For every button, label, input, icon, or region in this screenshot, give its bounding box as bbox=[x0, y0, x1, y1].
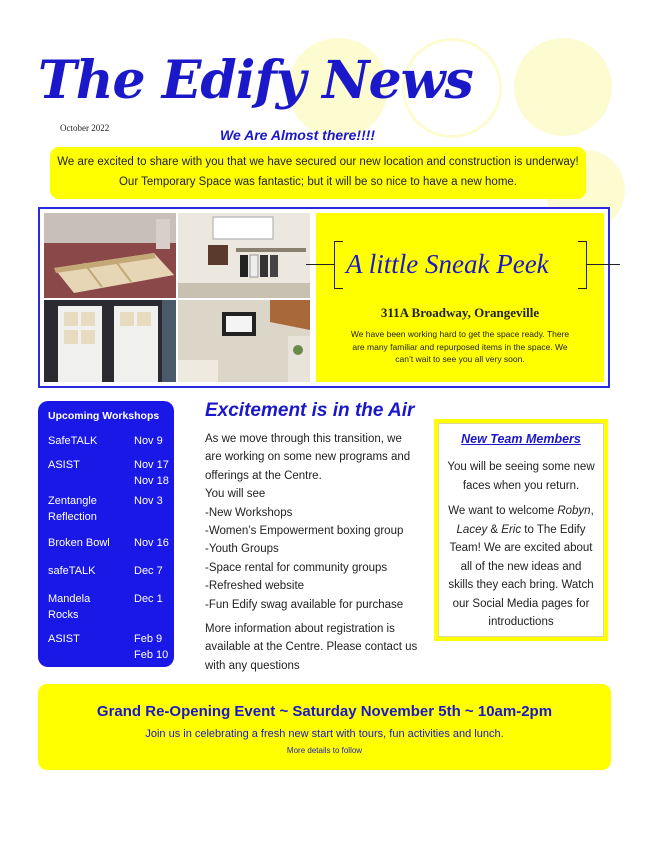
intro-line: Our Temporary Space was fantastic; but it will be so nice to have a new home. bbox=[118, 176, 517, 188]
offering-item: -Refreshed website bbox=[205, 580, 305, 593]
intro-banner bbox=[50, 147, 586, 199]
team-welcome-text: We want to welcome bbox=[448, 505, 558, 517]
bracket-left bbox=[334, 241, 343, 289]
bracket-right bbox=[578, 241, 587, 289]
workshops-header: Upcoming Workshops bbox=[48, 410, 160, 422]
team-member-name: Lacey bbox=[456, 523, 488, 536]
masthead-title: The Edify News bbox=[38, 50, 473, 111]
team-member-name: Robyn bbox=[557, 505, 591, 517]
new-team-members-inner bbox=[438, 423, 604, 637]
team-welcome-sep: , bbox=[590, 505, 594, 517]
offering-item: -Fun Edify swag available for purchase bbox=[205, 598, 404, 611]
team-title: New Team Members bbox=[461, 432, 581, 446]
team-intro: You will be seeing some new faces when you return. bbox=[447, 461, 595, 492]
workshop-date: Nov 16 bbox=[134, 537, 169, 549]
you-will-see-label: You will see bbox=[205, 488, 266, 501]
new-team-members-box bbox=[434, 419, 608, 641]
bracket-line bbox=[306, 264, 334, 265]
excitement-closing: More information about registration is available at the Centre. Please contact us with any questions bbox=[205, 623, 418, 672]
issue-date: October 2022 bbox=[60, 123, 110, 133]
upcoming-workshops-panel bbox=[38, 401, 174, 667]
workshop-date: Nov 9 bbox=[134, 435, 163, 447]
offering-item: -Space rental for community groups bbox=[205, 561, 388, 574]
workshop-name: ASIST bbox=[48, 459, 80, 471]
sneak-peek-feature bbox=[38, 207, 610, 388]
excitement-body bbox=[205, 430, 420, 675]
team-welcome bbox=[447, 502, 595, 632]
workshop-name: Zentangle Reflection bbox=[48, 495, 97, 523]
workshop-date: Dec 1 bbox=[134, 593, 163, 605]
event-subtitle: Join us in celebrating a fresh new start with tours, fun activities and lunch. bbox=[145, 728, 504, 740]
headline: We Are Almost there!!!! bbox=[220, 127, 376, 143]
workshop-date: Dec 7 bbox=[134, 565, 163, 577]
workshop-name: safeTALK bbox=[48, 565, 96, 577]
workshop-name: Mandela Rocks bbox=[48, 593, 91, 621]
sneak-peek-address: 311A Broadway, Orangeville bbox=[380, 305, 540, 320]
excitement-title: Excitement is in the Air bbox=[205, 400, 415, 421]
event-title: Grand Re-Opening Event ~ Saturday November 5th ~ 10am-2pm bbox=[96, 703, 553, 720]
sneak-peek-title: A little Sneak Peek bbox=[346, 249, 549, 279]
workshop-date: Nov 3 bbox=[134, 495, 163, 507]
photo-room-interior bbox=[178, 300, 310, 382]
team-welcome-sep: & bbox=[487, 523, 502, 536]
workshop-name: Broken Bowl bbox=[48, 537, 110, 549]
intro-line: We are excited to share with you that we have secured our new location and construction is underway! bbox=[57, 156, 579, 168]
workshop-name: SafeTALK bbox=[48, 435, 98, 447]
workshop-date: Feb 9 Feb 10 bbox=[134, 633, 169, 661]
bracket-line bbox=[586, 264, 620, 265]
decorative-circle bbox=[514, 38, 612, 136]
offering-item: -New Workshops bbox=[205, 506, 293, 519]
workshop-name: ASIST bbox=[48, 633, 80, 645]
photo-shop-wall bbox=[178, 213, 310, 298]
excitement-intro: As we move through this transition, we are working on some new programs and offerings at the Centre. bbox=[205, 433, 411, 482]
workshop-date: Nov 17 Nov 18 bbox=[134, 459, 169, 487]
photo-platform-construction bbox=[44, 213, 176, 298]
offering-item: -Women’s Empowerment boxing group bbox=[205, 525, 404, 538]
sneak-peek-text: We have been working hard to get the space ready. There are many familiar and repurposed items in the space. We can’t wait to see you all very soon. bbox=[350, 329, 570, 364]
team-member-name: Eric bbox=[501, 523, 522, 536]
event-note: More details to follow bbox=[286, 746, 363, 755]
offering-item: -Youth Groups bbox=[205, 543, 279, 556]
sneak-peek-panel bbox=[316, 213, 604, 382]
photo-glass-doors bbox=[44, 300, 176, 382]
grand-reopening-banner bbox=[38, 684, 611, 770]
team-welcome-text: to The Edify Team! We are excited about all of the new ideas and skills they each bring. Watch our Social Media pages for introductions bbox=[448, 523, 594, 628]
